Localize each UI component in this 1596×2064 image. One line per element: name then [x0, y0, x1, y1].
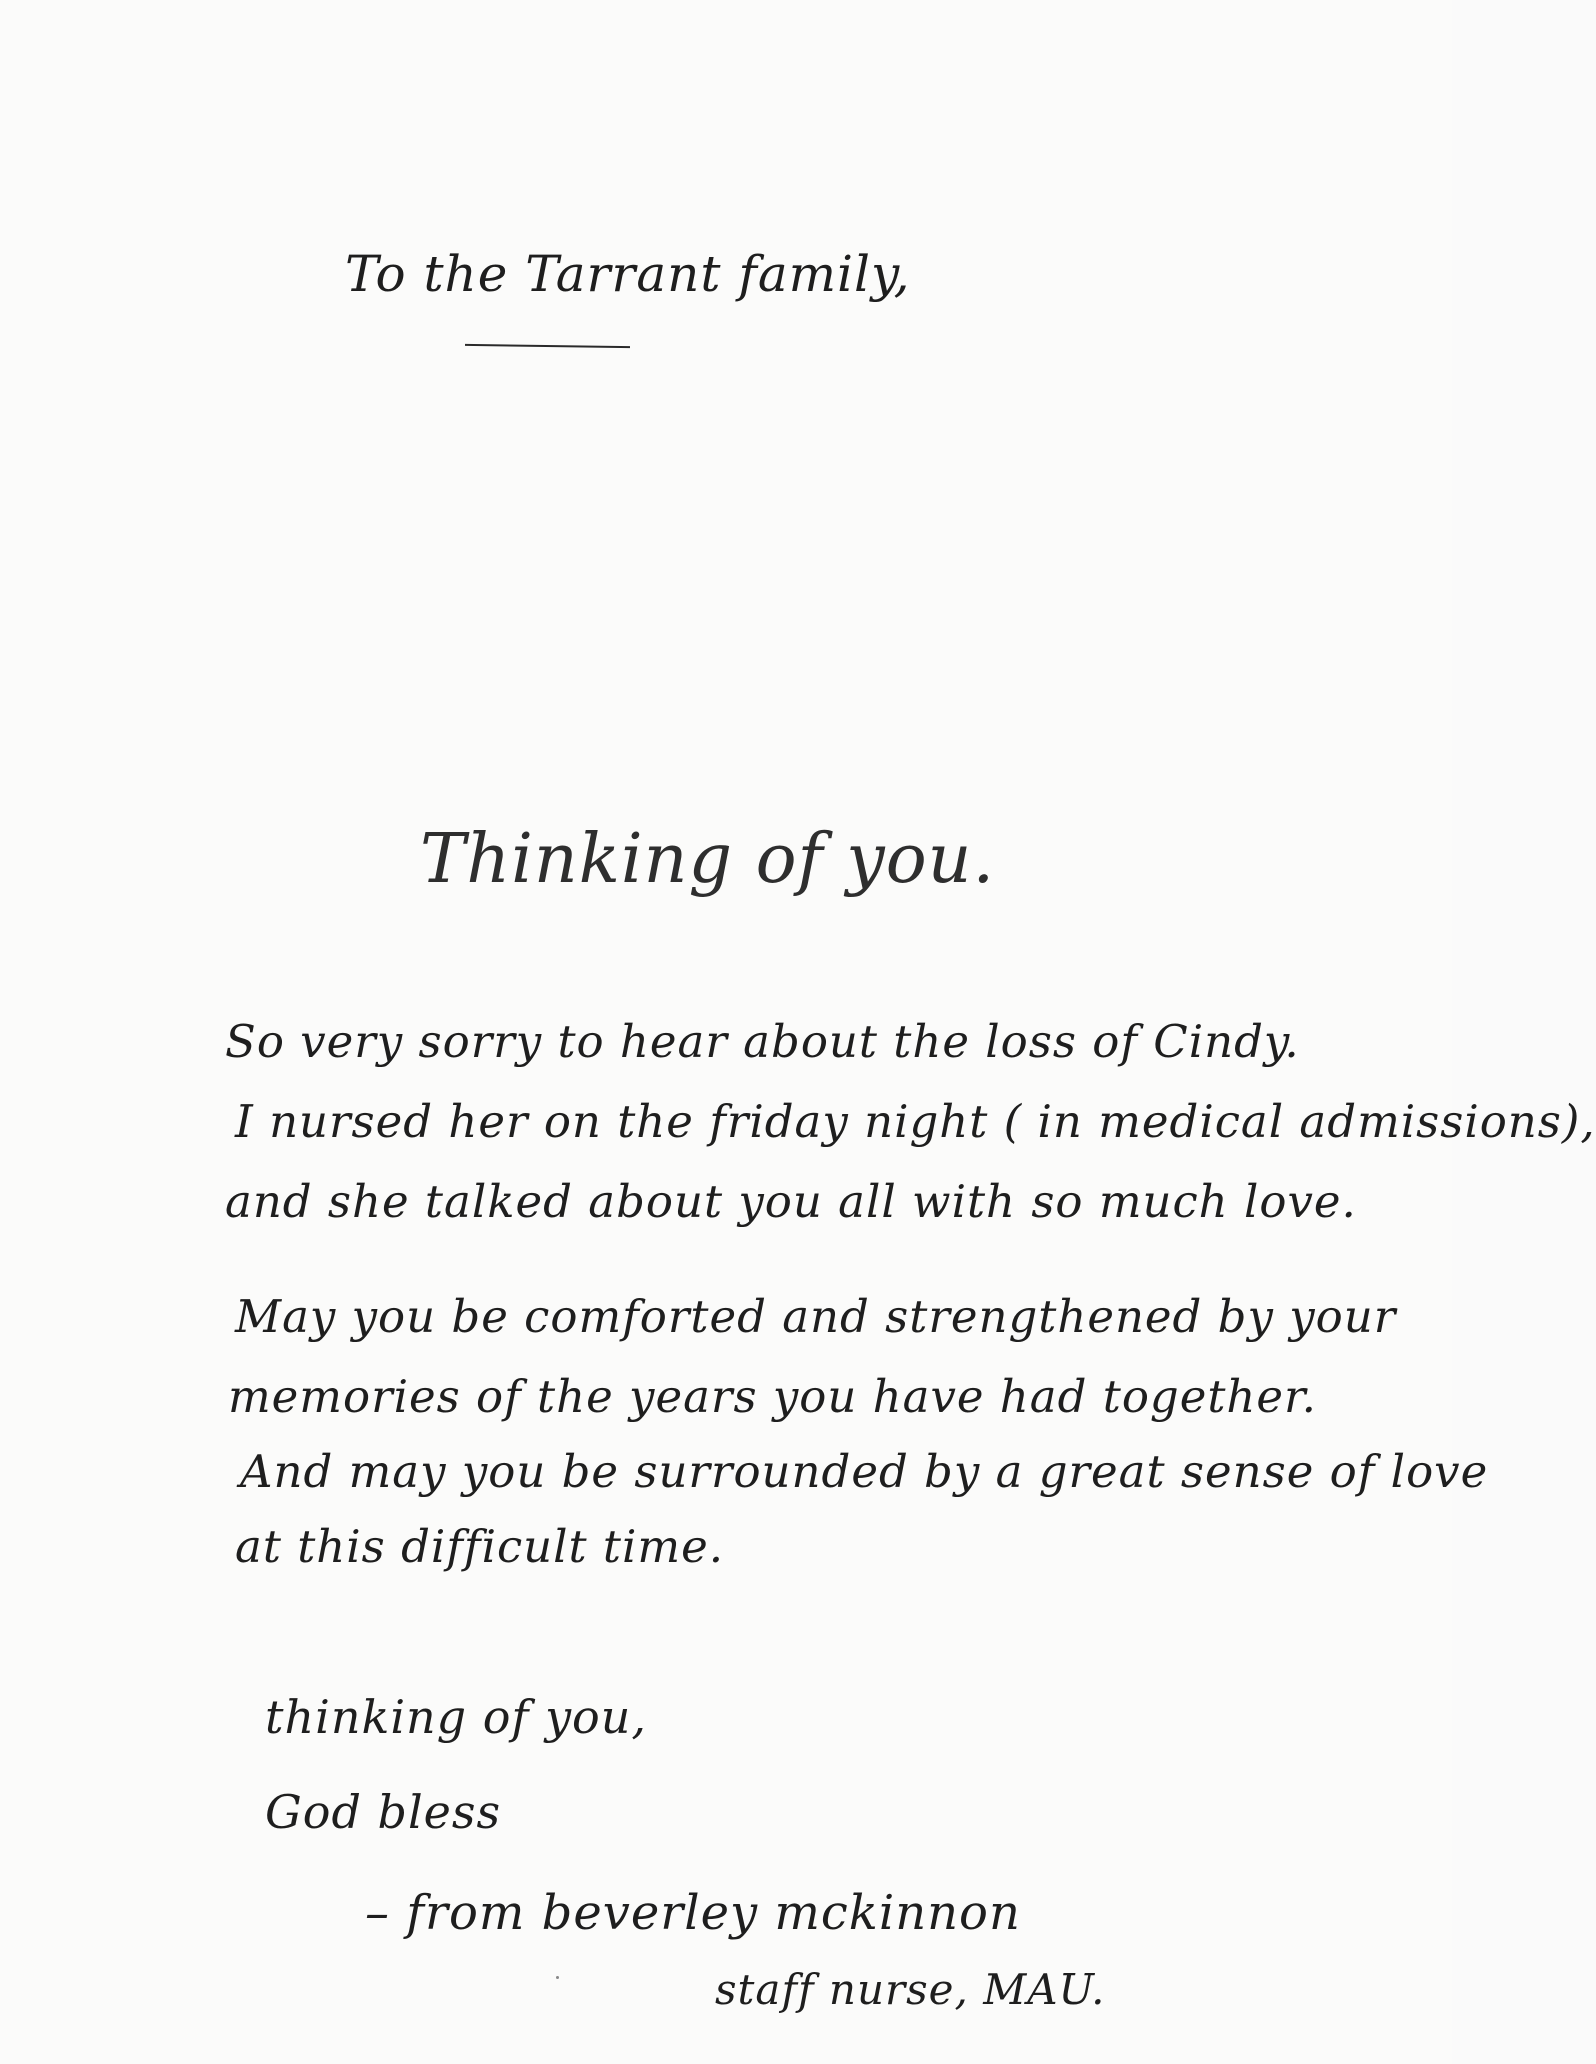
closing-line: God bless: [265, 1785, 502, 1839]
ink-speck: [556, 1976, 559, 1979]
body-line: And may you be surrounded by a great sense of love: [240, 1445, 1489, 1498]
body-line: May you be comforted and strengthened by your: [235, 1290, 1397, 1343]
body-line: and she talked about you all with so much love.: [225, 1175, 1357, 1228]
underline-mark: [465, 344, 630, 348]
closing-line: thinking of you,: [265, 1690, 648, 1744]
body-line: memories of the years you have had together.: [228, 1370, 1317, 1423]
body-line: I nursed her on the friday night ( in medical admissions),: [235, 1095, 1596, 1148]
salutation: To the Tarrant family,: [345, 245, 911, 303]
signer-title: staff nurse, MAU.: [715, 1965, 1106, 2014]
body-line: at this difficult time.: [235, 1520, 725, 1573]
body-line: So very sorry to hear about the loss of Cindy.: [225, 1015, 1300, 1068]
letter-heading: Thinking of you.: [420, 820, 996, 899]
signature: – from beverley mckinnon: [365, 1885, 1021, 1941]
